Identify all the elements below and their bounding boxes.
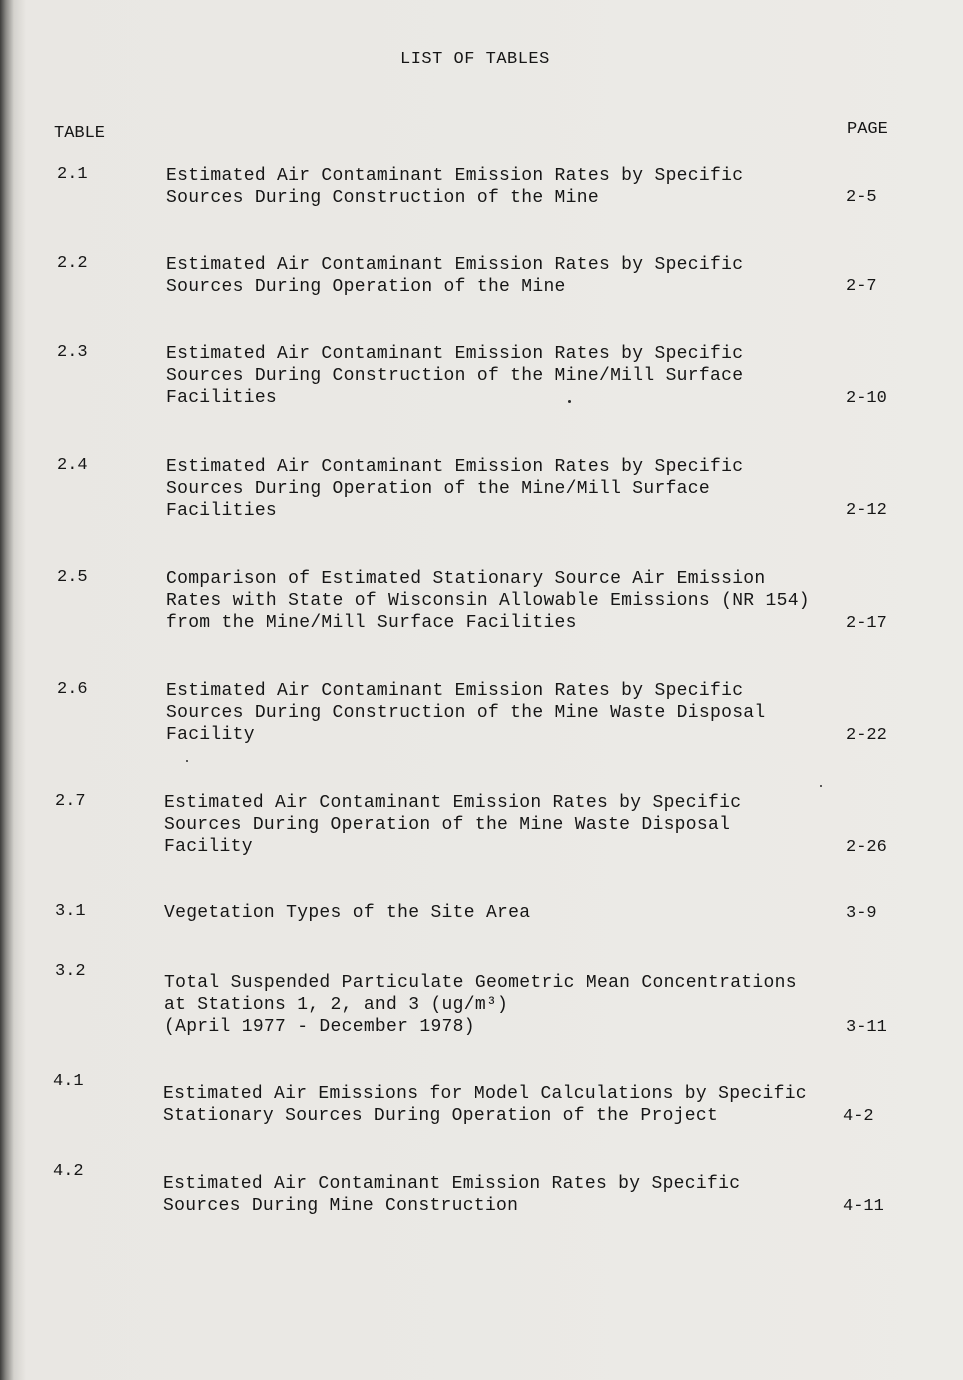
page-column-header: PAGE [847,120,888,139]
entry-number: 3.2 [55,962,86,981]
entry-description [163,1083,843,1127]
entry-line: Facility [164,837,253,857]
entry-number: 4.2 [53,1162,84,1181]
entry-page: 2-10 [846,389,887,408]
entry-line: Estimated Air Contaminant Emission Rates by Specific [166,255,744,275]
entry-description [163,1173,843,1217]
entry-line: Estimated Air Contaminant Emission Rates by Specific [166,681,744,701]
entry-line: Sources During Construction of the Mine Waste Disposal [166,703,766,723]
entry-page: 3-11 [846,1018,887,1037]
entry-line: Total Suspended Particulate Geometric Mean Concentrations [164,973,797,993]
entry-line: Estimated Air Contaminant Emission Rates by Specific [164,793,742,813]
entry-description [166,456,846,522]
entry-line: Stationary Sources During Operation of the Project [163,1106,719,1126]
entry-description [164,792,844,858]
entry-number: 2.4 [57,456,88,475]
entry-number: 2.5 [57,568,88,587]
entry-line: Estimated Air Contaminant Emission Rates by Specific [166,457,744,477]
entry-line: Facility [166,725,255,745]
entry-number: 2.6 [57,680,88,699]
entry-page: 4-2 [843,1107,874,1126]
entry-line: Estimated Air Contaminant Emission Rates by Specific [166,344,744,364]
scan-speck [186,760,188,762]
entry-line: Vegetation Types of the Site Area [164,903,531,923]
scan-speck [568,400,571,403]
entry-page: 3-9 [846,904,877,923]
entry-line: Estimated Air Contaminant Emission Rates by Specific [166,166,744,186]
page-title: LIST OF TABLES [400,50,550,69]
entry-number: 2.7 [55,792,86,811]
entry-description [166,343,846,409]
entry-line: Sources During Construction of the Mine/Mill Surface [166,366,744,386]
entry-page: 2-12 [846,501,887,520]
entry-description [164,972,844,1038]
entry-page: 2-22 [846,726,887,745]
entry-number: 2.2 [57,254,88,273]
entry-line: Sources During Operation of the Mine/Mill Surface [166,479,710,499]
entry-description [166,680,846,746]
entry-line: Sources During Operation of the Mine Waste Disposal [164,815,731,835]
entry-description [166,568,846,634]
entry-line: Sources During Construction of the Mine [166,188,599,208]
entry-line: Facilities [166,501,278,521]
entry-line: Rates with State of Wisconsin Allowable Emissions (NR 154) [166,591,810,611]
entry-description [166,254,846,298]
entry-line: from the Mine/Mill Surface Facilities [166,613,577,633]
entry-line: at Stations 1, 2, and 3 (ug/m³) [164,995,509,1015]
entry-number: 4.1 [53,1072,84,1091]
entry-line: Estimated Air Contaminant Emission Rates by Specific [163,1174,741,1194]
entry-line: Sources During Operation of the Mine [166,277,566,297]
entry-line: Comparison of Estimated Stationary Source Air Emission [166,569,766,589]
entry-number: 3.1 [55,902,86,921]
entry-page: 2-17 [846,614,887,633]
entry-description [166,165,846,209]
scan-speck [820,785,822,787]
entry-number: 2.3 [57,343,88,362]
table-column-header: TABLE [54,124,106,143]
entry-line: Estimated Air Emissions for Model Calculations by Specific [163,1084,807,1104]
entry-number: 2.1 [57,165,88,184]
entry-page: 2-7 [846,277,877,296]
entry-page: 2-26 [846,838,887,857]
entry-line: Sources During Mine Construction [163,1196,519,1216]
entry-line: Facilities [166,388,278,408]
entry-page: 4-11 [843,1197,884,1216]
entry-page: 2-5 [846,188,877,207]
entry-line: (April 1977 - December 1978) [164,1017,475,1037]
entry-description [164,902,844,924]
